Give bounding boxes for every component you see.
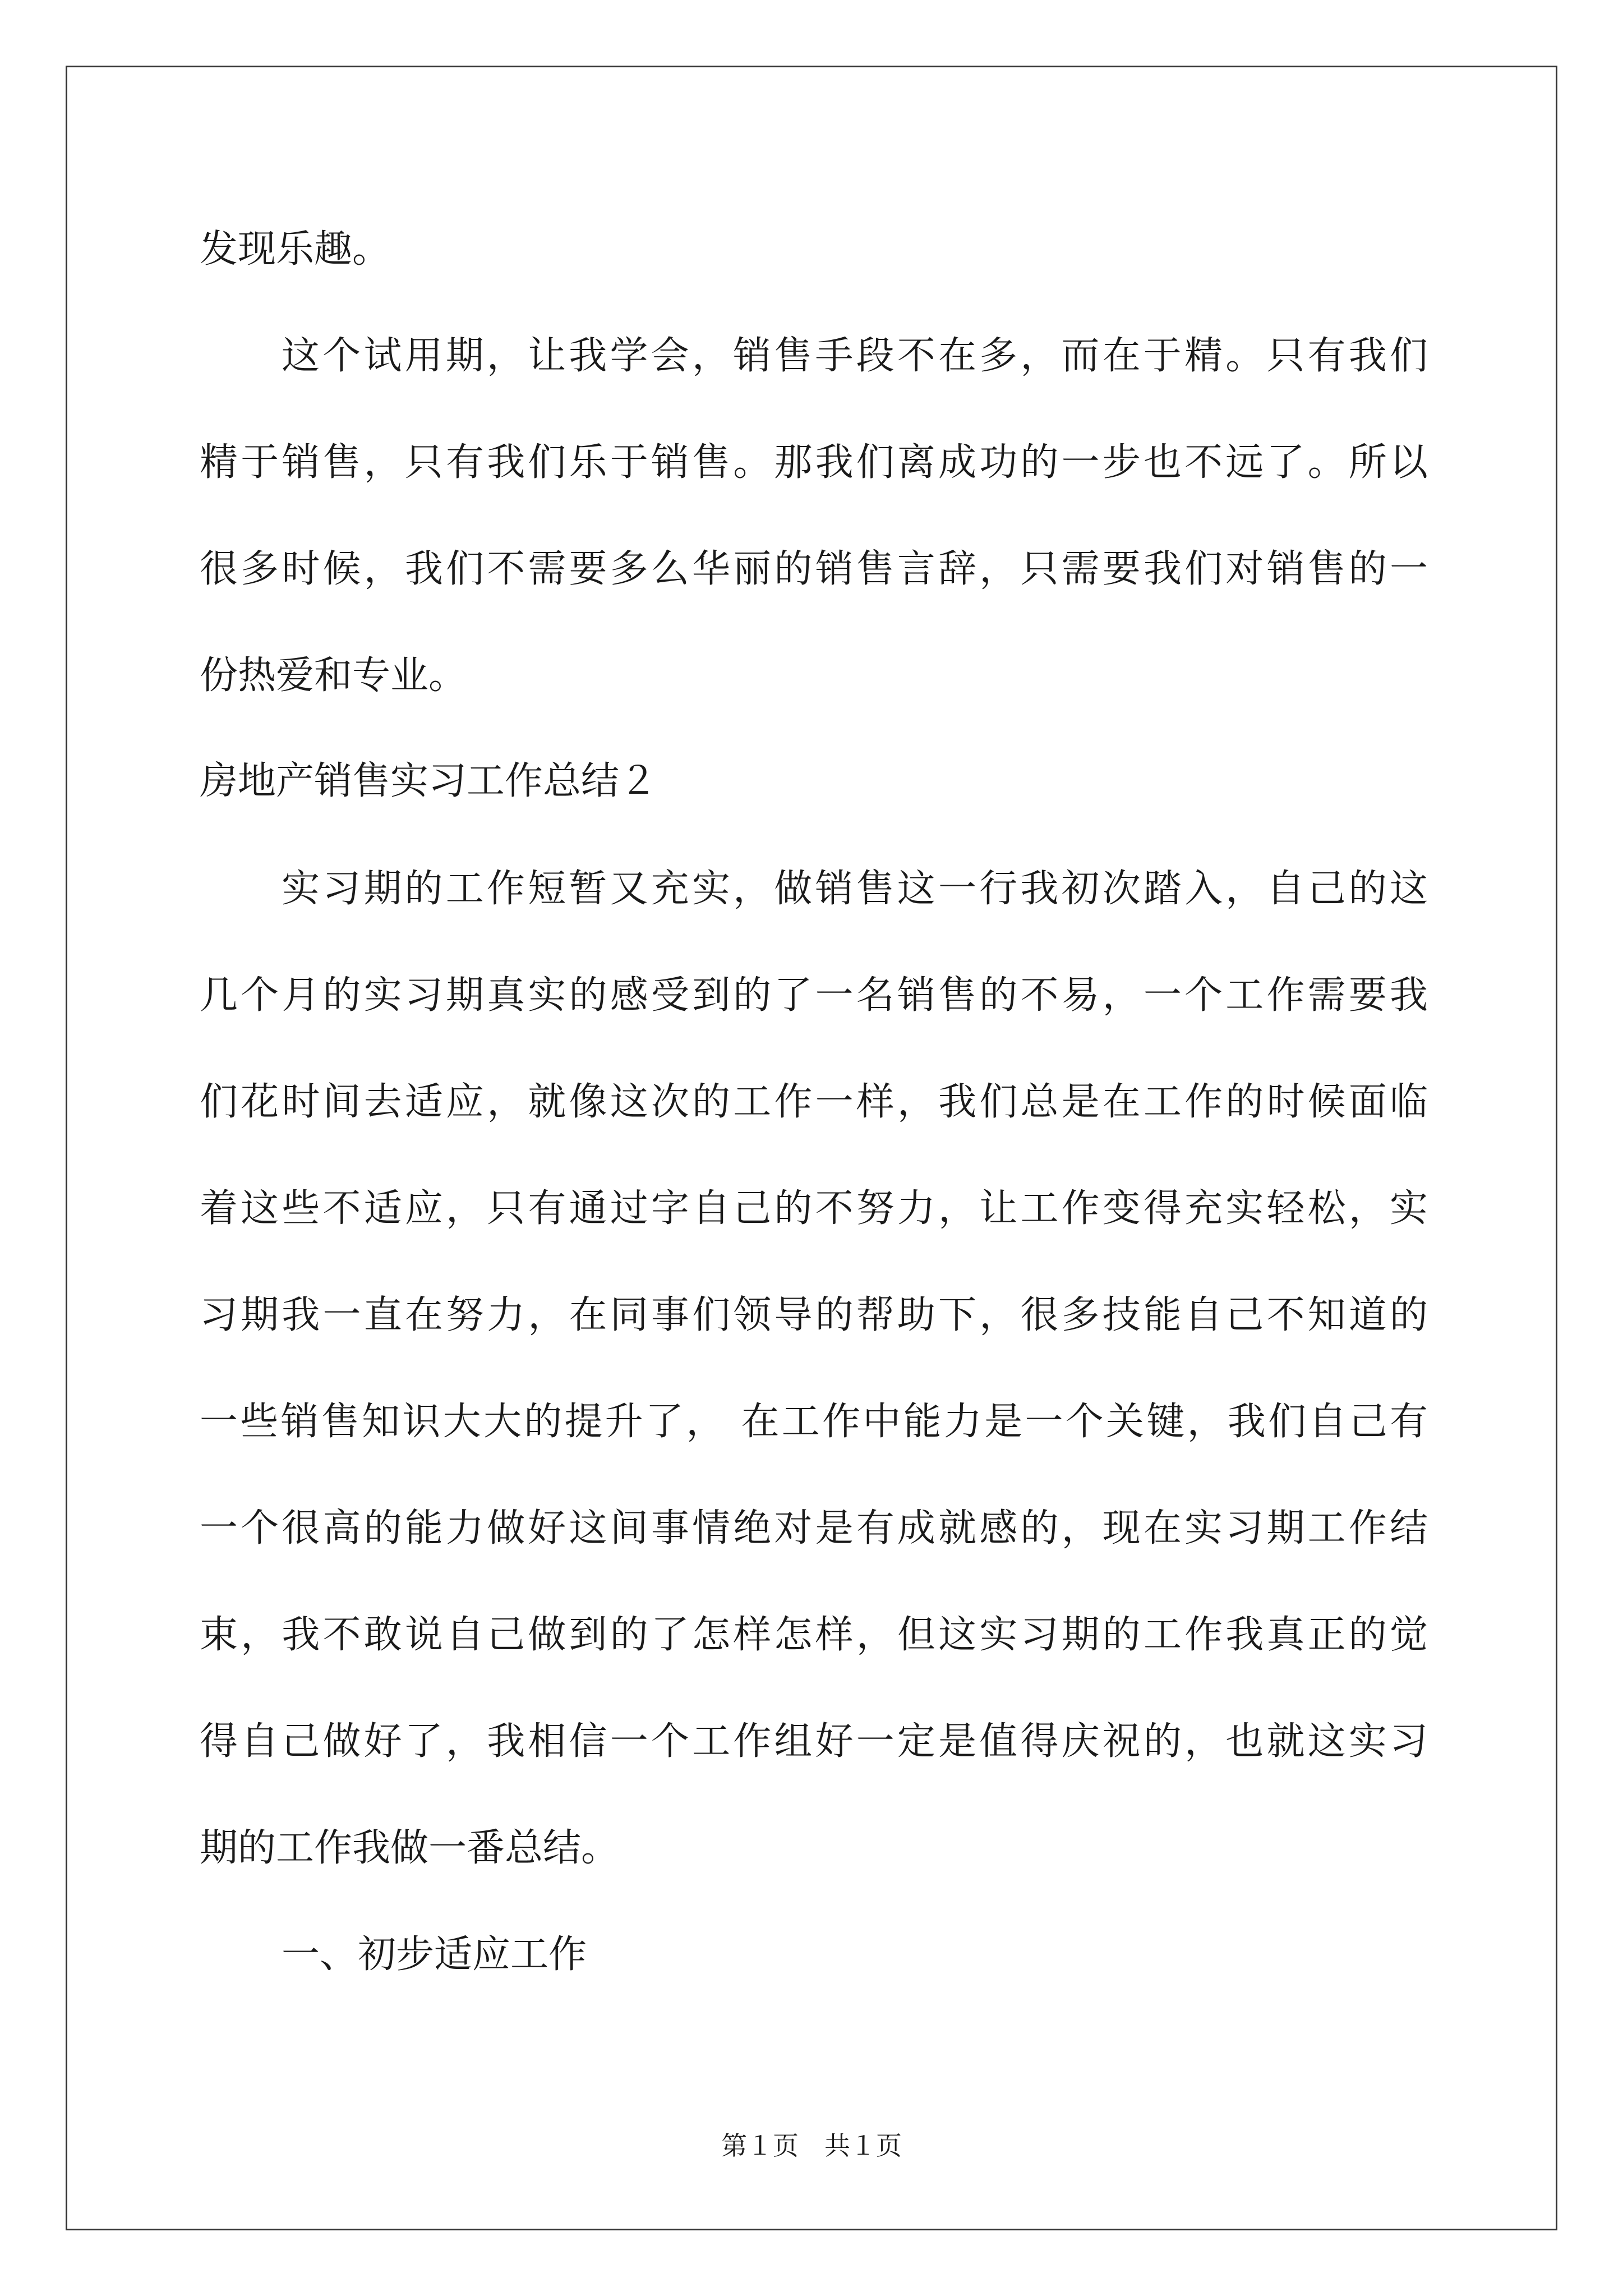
paragraph-line: 得自己做好了，我相信一个工作组好一定是值得庆祝的，也就这实习 [200,1719,1428,1764]
paragraph-line: 实习期的工作短暂又充实，做销售这一行我初次踏入，自己的这 [282,867,1428,911]
paragraph-line: 一个很高的能力做好这间事情绝对是有成就感的，现在实习期工作结 [200,1506,1428,1550]
page-border [66,66,1557,2230]
paragraph-line: 一些销售知识大大的提升了， 在工作中能力是一个关键，我们自己有 [200,1400,1428,1444]
paragraph-line: 发现乐趣。 [200,227,391,272]
section-heading: 房地产销售实习工作总结２ [200,759,658,803]
page-number-footer: 第１页 共１页 [721,2131,902,2161]
paragraph-line: 束，我不敢说自己做到的了怎样怎样，但这实习期的工作我真正的觉 [200,1613,1428,1657]
paragraph-line: 几个月的实习期真实的感受到的了一名销售的不易，一个工作需要我 [200,973,1428,1018]
paragraph-line: 这个试用期，让我学会，销售手段不在多，而在于精。只有我们 [282,334,1428,378]
paragraph-line: 期的工作我做一番总结。 [200,1826,620,1870]
paragraph-line: 习期我一直在努力，在同事们领导的帮助下，很多技能自己不知道的 [200,1293,1428,1337]
subsection-heading: 一、初步适应工作 [282,1932,587,1977]
paragraph-line: 精于销售，只有我们乐于销售。那我们离成功的一步也不远了。所以 [200,440,1428,485]
paragraph-line: 着这些不适应，只有通过字自己的不努力，让工作变得充实轻松，实 [200,1186,1428,1231]
paragraph-line: 份热爱和专业。 [200,654,467,698]
paragraph-line: 很多时候，我们不需要多么华丽的销售言辞，只需要我们对销售的一 [200,547,1428,591]
paragraph-line: 们花时间去适应，就像这次的工作一样，我们总是在工作的时候面临 [200,1080,1428,1124]
